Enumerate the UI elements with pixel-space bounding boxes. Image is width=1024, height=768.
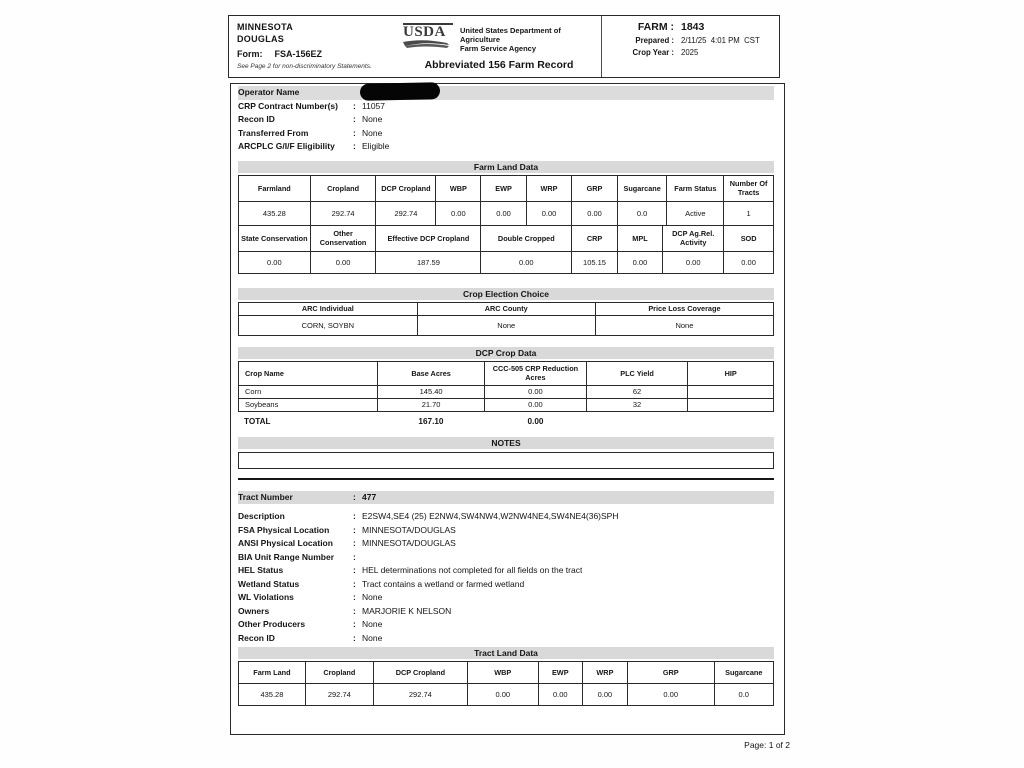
farm-number: 1843 bbox=[681, 21, 705, 33]
crop-year-label: Crop Year : bbox=[632, 48, 674, 57]
dcp-crop-table: Crop Name Base Acres CCC-505 CRP Reduction Acres PLC Yield HIP Corn 145.40 0.00 62 Soybeans 21.70 0.00 32 bbox=[238, 361, 774, 412]
crop-election-title: Crop Election Choice bbox=[238, 288, 774, 300]
fsa-location-row: FSA Physical Location : MINNESOTA/DOUGLAS bbox=[238, 524, 456, 535]
ansi-location-row: ANSI Physical Location : MINNESOTA/DOUGLAS bbox=[238, 538, 456, 548]
arcplc-eligibility-row: ARCPLC G/I/F Eligibility : Eligible bbox=[238, 141, 390, 151]
farm-land-table-2: State Conservation Other Conservation Effective DCP Cropland Double Cropped CRP MPL DCP Ag.Rel. Activity SOD 0.00 0.00 187.59 0.00 105.15 0.00 0.00 0.00 bbox=[238, 225, 774, 274]
page-number: Page: 1 of 2 bbox=[744, 740, 790, 750]
tract-land-table: Farm Land Cropland DCP Cropland WBP EWP WRP GRP Sugarcane 435.28 292.74 292.74 0.00 0.00 0.00 0.00 0.0 bbox=[238, 661, 774, 706]
dcp-total-row bbox=[238, 416, 774, 427]
recon-id-row: Recon ID : None bbox=[238, 114, 383, 124]
tract-land-values: 435.28 292.74 292.74 0.00 0.00 0.00 0.00 0.0 bbox=[239, 684, 774, 706]
hel-status-row: HEL Status : HEL determinations not completed for all fields on the tract bbox=[238, 565, 583, 575]
county-name: DOUGLAS bbox=[237, 34, 285, 44]
farm-label: FARM : bbox=[637, 21, 674, 33]
header-right-block bbox=[601, 16, 779, 77]
wetland-status-row: Wetland Status : Tract contains a wetland or farmed wetland bbox=[238, 578, 525, 589]
nondiscrimination-note: See Page 2 for non-discriminatory Statements. bbox=[237, 63, 372, 70]
form-body-box bbox=[230, 83, 785, 735]
prepared-label: Prepared : bbox=[635, 36, 674, 45]
tract-land-data-title: Tract Land Data bbox=[238, 647, 774, 659]
document-title: Abbreviated 156 Farm Record bbox=[424, 59, 574, 71]
tract-number-row: Tract Number : 477 bbox=[238, 491, 774, 504]
prepared-timestamp: 2/11/25 4:01 PM CST bbox=[681, 36, 760, 45]
form-value: FSA-156EZ bbox=[274, 49, 323, 59]
dcp-total-ccc505: 0.00 bbox=[527, 416, 544, 426]
agency-name: United States Department of Agriculture Farm Service Agency bbox=[460, 26, 561, 53]
form-header-box bbox=[228, 15, 780, 78]
farm-land-values-1: 435.28 292.74 292.74 0.00 0.00 0.00 0.00 0.0 Active 1 bbox=[239, 201, 774, 225]
section-divider bbox=[238, 478, 774, 481]
tract-detail-section bbox=[238, 510, 774, 645]
notes-field bbox=[238, 452, 774, 469]
bia-unit-range-row: BIA Unit Range Number : bbox=[238, 551, 356, 562]
dcp-total-base-acres: 167.10 bbox=[418, 416, 444, 426]
crop-year-value: 2025 bbox=[681, 48, 699, 57]
tract-recon-id-row: Recon ID : None bbox=[238, 632, 383, 643]
wl-violations-row: WL Violations : None bbox=[238, 592, 383, 602]
header-center-block bbox=[397, 16, 601, 77]
farm-land-table-1: Farmland Cropland DCP Cropland WBP EWP WRP GRP Sugarcane Farm Status Number Of Tracts 435.28 292.74 292.74 0.00 0.00 0.00 0.00 0.0 Active 1 bbox=[238, 175, 774, 226]
crop-election-values: CORN, SOYBN None None bbox=[239, 315, 774, 335]
dcp-total-label: TOTAL bbox=[244, 416, 271, 426]
owners-row: Owners : MARJORIE K NELSON bbox=[238, 605, 452, 616]
dcp-crop-row-soybeans: Soybeans 21.70 0.00 32 bbox=[239, 398, 774, 411]
operator-section bbox=[238, 86, 774, 154]
usda-logo-icon: USDA bbox=[403, 23, 453, 49]
form-number-line bbox=[237, 49, 397, 59]
dcp-crop-row-corn: Corn 145.40 0.00 62 bbox=[239, 385, 774, 398]
transferred-from-row: Transferred From : None bbox=[238, 127, 383, 138]
other-producers-row: Other Producers : None bbox=[238, 619, 383, 629]
operator-name-row: Operator Name bbox=[238, 86, 774, 100]
dcp-crop-data-title: DCP Crop Data bbox=[238, 347, 774, 359]
header-left-block bbox=[229, 16, 397, 77]
form-label: Form: bbox=[237, 49, 263, 59]
farm-land-data-title: Farm Land Data bbox=[238, 161, 774, 173]
redaction-mark bbox=[360, 82, 440, 101]
tract-description-row: Description : E2SW4,SE4 (25) E2NW4,SW4NW4,W2NW4NE4,SW4NE4(36)SPH bbox=[238, 511, 619, 521]
crp-contract-row: CRP Contract Number(s) : 11057 bbox=[238, 100, 386, 111]
state-name: MINNESOTA bbox=[237, 22, 294, 32]
notes-title: NOTES bbox=[238, 437, 774, 449]
usda-swoosh-icon bbox=[403, 40, 453, 49]
crop-election-table: ARC Individual ARC County Price Loss Coverage CORN, SOYBN None None bbox=[238, 302, 774, 336]
farm-land-values-2: 0.00 0.00 187.59 0.00 105.15 0.00 0.00 0.00 bbox=[239, 251, 774, 273]
